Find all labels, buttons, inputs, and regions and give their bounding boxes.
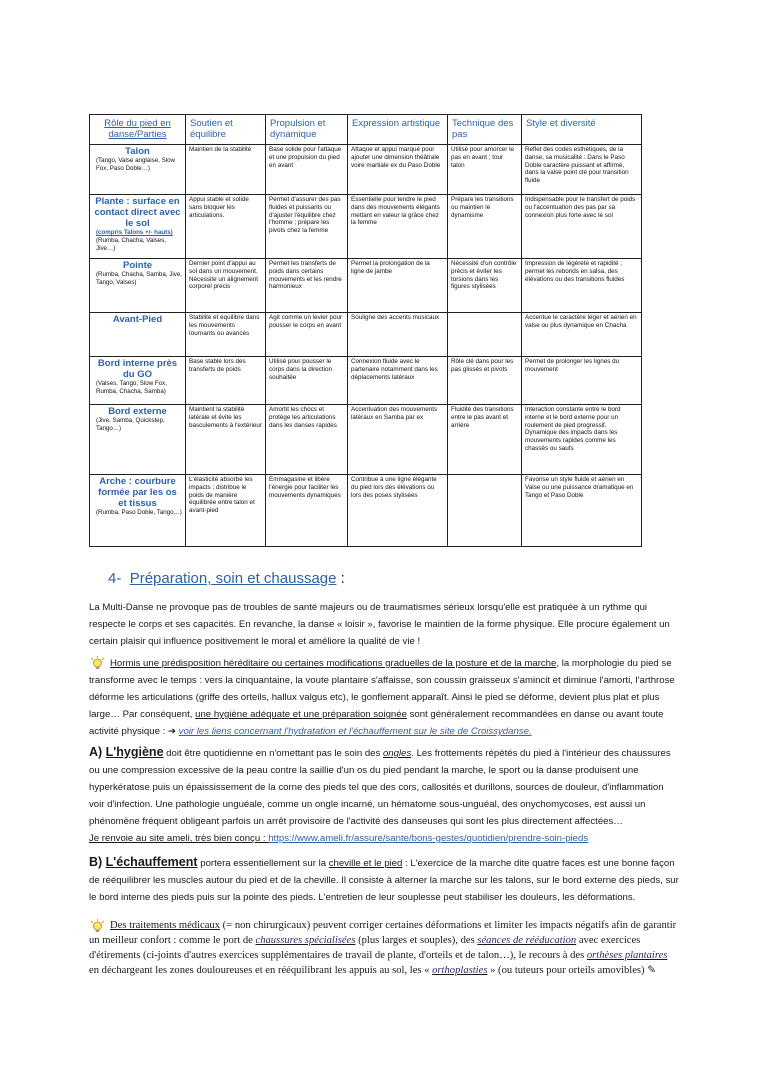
morphology-text-1: , la morphologie du pied se transforme avec le temps : vers la cinquantaine, la voute plantaire s'affaisse, son coussin graisseux s'amincit et diminue l'amorti, l'arthrose déforme les articulations (griffe des orteils, hallux valgus etc), le gonflement apparaît. Ainsi le pied se déforme, devient plus plat et plus large… Par conséquent, [89,658,675,720]
hygiene-heading: L'hygiène [105,745,164,759]
table-cell: Base stable lors des transferts de poids [186,357,266,405]
arrow-icon: ➔ [167,726,176,737]
table-cell: Base solide pour l'attaque et une propulsion du pied en avant [266,145,348,195]
header-propulsion: Propulsion et dynamique [266,115,348,145]
table-cell [448,313,522,357]
table-row [90,145,642,195]
table-cell: Indispensable pour le transfert de poids ou l'accentuation des pas par sa connexion plus forte avec le sol [522,195,642,259]
ameli-text: Je renvoie au site ameli, très bien conçu : [89,833,269,844]
warmup-letter: B) [89,855,106,869]
ameli-link[interactable]: https://www.ameli.fr/assure/sante/bons-gestes/quotidien/prendre-soin-pieds [268,833,589,844]
row-dances: (Valses, Tango, Slow Fox, Rumba, Chacha, Samba) [96,380,167,395]
term-chaussures: chaussures spécialisées [255,935,356,946]
header-support: Soutien et équilibre [186,115,266,145]
table-cell: Connexion fluide avec le partenaire notamment dans les déplacements latéraux [348,357,448,405]
row-label-cell [90,145,186,195]
hygiene-text-2: . Les frottements répétés du pied à l'intérieur des chaussures ou une compression excessive de la peau contre la saillie d'un os du pied pendant la marche, le sport ou la danse produisent une hyperkératose puis un épaississement de la corne des pieds tel que des cors, callosités et durillons, sources de douleur, d'inflammation voir d'infection. Une pathologie unguéale, comme un ongle incarné, un hématome sous-unguéal, des onychomycoses, est aussi un phénomène fréquent obligeant parfois un arrêt provisoire de l'activité des danseuses qui sont les plus directement affectées… [89,748,671,827]
header-technique: Technique des pas [448,115,522,145]
table-row [90,195,642,259]
table-cell: Amortit les chocs et protège les articulations dans les danses rapides [266,405,348,475]
ongles-term: ongles [382,748,412,759]
term-orthoses: orthèses plantaires [586,950,668,961]
row-label-cell [90,259,186,313]
warmup-paragraph [89,854,679,906]
table-cell: Appui stable et solide sans bloquer les articulations. [186,195,266,259]
table-cell: Permet les transferts de poids dans certains mouvements et les rendre harmonieux [266,259,348,313]
table-cell: Permet de prolonger les lignes du mouvement [522,357,642,405]
row-label-cell [90,313,186,357]
table-row [90,313,642,357]
table-cell: Utilisé pour pousser le corps dans la direction souhaitée [266,357,348,405]
hygiene-letter: A) [89,745,106,759]
morphology-lead: Hormis une prédisposition héréditaire ou certaines modifications graduelles de la posture et de la marche [110,658,557,669]
row-dances: (Tango, Valse anglaise, Slow Fox, Paso Doble…) [96,157,175,172]
intro-paragraph: La Multi-Danse ne provoque pas de troubles de santé majeurs ou de traumatismes sérieux lorsqu'elle est pratiquée à un rythme qui respecte le corps et ses capacités. En revanche, la danse « loisir », favorise le maintien de la forme physique. Elle procure également un certain plaisir qui influence positivement le moral et améliore la qualité de vie ! [89,602,670,647]
table-cell: Permet d'assurer des pas fluides et puissants ou d'ajuster l'équilibre chez l'homme ; prépare les pivots chez la femme [266,195,348,259]
row-name: Plante : surface en contact direct avec le sol [94,196,181,229]
row-name: Avant-Pied [112,314,163,325]
row-label-cell [90,195,186,259]
table-cell: Prépare les transitions ou maintien le dynamisme [448,195,522,259]
table-cell: Fluidité des transitions entre le pas avant et arrière [448,405,522,475]
table-cell: Permet la prolongation de la ligne de jambe [348,259,448,313]
header-role: Rôle du pied en danse/Parties [90,115,186,145]
ameli-line [89,830,679,847]
table-cell: Favorise un style fluide et aérien en Valse ou une puissance dramatique en Tango et Paso Doble [522,475,642,547]
treatments-paragraph [89,918,679,978]
table-cell: Emmagasine et libère l'énergie pour faciliter les mouvements dynamiques [266,475,348,547]
table-cell: Interaction constante entre le bord interne et le bord externe pour un roulement de pied progressif. Dynamique des impacts dans les mouvements rapides comme les chassés ou sauts [522,405,642,475]
table-cell: Agit comme un levier pour pousser le corps en avant [266,313,348,357]
warmup-text-1: portera essentiellement sur la [197,858,329,869]
table-cell: Rôle clé dans pour les pas glissés et pivots [448,357,522,405]
table-cell: Souligne des accents musicaux [348,313,448,357]
row-label-cell [90,357,186,405]
row-name: Bord externe [108,406,167,417]
croissydanse-link[interactable]: voir les liens concernant l'hydratation et l'échauffement sur le site de Croissydanse. [178,726,532,737]
lightbulb-icon [89,656,106,670]
row-dances: (Rumba, Chacha, Samba, Jive, Tango, Valses) [96,271,182,286]
table-cell: Reflet des codes esthétiques, de la danse, sa musicalité : Dans le Paso Doble caractère puissant et affirmé, dans la valse point clé pour transition fluide [522,145,642,195]
table-cell: Maintient la stabilité latérale et évite les basculements à l'extérieur [186,405,266,475]
section-number: 4- [108,570,122,587]
treatments-heading: Des traitements médicaux [110,920,221,931]
morphology-underline: une hygiène adéquate et une préparation soignée [195,709,407,720]
morphology-paragraph [89,655,679,740]
table-cell: L'élasticité absorbe les impacts ; distribue le poids de manière équilibrée entre talon et avant-pied [186,475,266,547]
warmup-text-2: : L'exercice de la marche dite quatre faces est une bonne façon de rééquilibrer les muscles autour du pied et de la cheville. Il consiste à alterner la marche sur les talons, sur le bord externe des pieds, sur le bord interne des pieds puis sur la pointe des pieds. L'entretien de leur souplesse peut stabiliser les douleurs, les déformations. [89,858,679,903]
row-name: Bord interne près du GO [97,358,178,380]
row-label-cell [90,475,186,547]
row-sub-link[interactable]: (compris Talons +/- hauts) [96,229,173,236]
morphology-text-2: sont généralement recommandées en danse ou avant toute activité physique : [89,709,664,737]
table-cell: Contribue à une ligne élégante du pied lors des élévations ou lors des poses stylisées [348,475,448,547]
treatments-text-4: en déchargeant les zones douloureuses et en rééquilibrant les appuis au sol, les « [89,965,433,976]
table-cell: Attaque et appui marqué pour ajouter une dimension théâtrale voire martiale ex du Paso Doble [348,145,448,195]
treatments-text-3: avec exercices d'étirements (ci-joints d'autres exercices supplémentaires de travail de plante, d'orteils et de talon…), le recours à des [89,935,641,961]
header-expression: Expression artistique [348,115,448,145]
table-cell: Utilisé pour amorcer le pas en avant ; tour talon [448,145,522,195]
pencil-icon: ✎ [647,965,657,976]
table-cell: Accentuation des mouvements latéraux en Samba par ex [348,405,448,475]
table-row [90,475,642,547]
row-label-cell [90,405,186,475]
warmup-heading: L'échauffement [105,855,198,869]
section-colon: : [336,570,345,587]
table-cell: Nécessité d'un contrôle précis et éviter les torsions dans les figures stylisées [448,259,522,313]
treatments-text-5: » (ou tuteurs pour orteils amovibles) [487,965,648,976]
hygiene-text-1: doit être quotidienne en n'omettant pas le soin des [163,748,383,759]
table-cell: Maintien de la stabilité [186,145,266,195]
row-dances: (Rumba, Chacha, Valses, Jive…) [96,237,167,252]
table-cell [448,475,522,547]
lightbulb-icon-2 [89,919,106,933]
row-dances: (Jive, Samba, Quickstep, Tango…) [96,417,165,432]
treatments-text-1: (= non chirurgicaux) peuvent corriger certaines déformations et limiter les impacts négatifs afin de garantir un meilleur confort : comme le port de [89,920,677,946]
warmup-underline: cheville et le pied [328,858,403,869]
table-header-row [90,115,642,145]
table-cell: Stabilité et équilibre dans les mouvements tournants ou avancés [186,313,266,357]
table-row [90,259,642,313]
table-cell: Impression de légèreté et rapidité ; permet les rebonds en salsa, des élévations ou des transitions fluides [522,259,642,313]
row-name: Pointe [122,260,153,271]
term-orthoplasties: orthoplasties [432,965,488,976]
table-cell: Essentielle pour tendre le pied dans des mouvements élégants mettant en valeur la grâce chez la femme [348,195,448,259]
hygiene-paragraph [89,744,679,830]
foot-roles-table [89,114,642,547]
table-cell: Dernier point d'appui au sol dans un mouvement. Nécessite un alignement corporel précis [186,259,266,313]
treatments-text-2: (plus larges et souples), des [355,935,478,946]
section-title-text: Préparation, soin et chaussage [129,570,337,587]
table-row [90,357,642,405]
row-name: Talon [125,146,150,157]
section-title [108,570,345,587]
header-style: Style et diversité [522,115,642,145]
table-row [90,405,642,475]
row-name: Arche : courbure formée par les os et tissus [98,476,177,509]
row-dances: (Rumba, Paso Doble, Tango…) [96,509,182,516]
term-reeducation: séances de rééducation [477,935,577,946]
table-cell: Accentue le caractère léger et aérien en valse ou plus dynamique en Chacha [522,313,642,357]
